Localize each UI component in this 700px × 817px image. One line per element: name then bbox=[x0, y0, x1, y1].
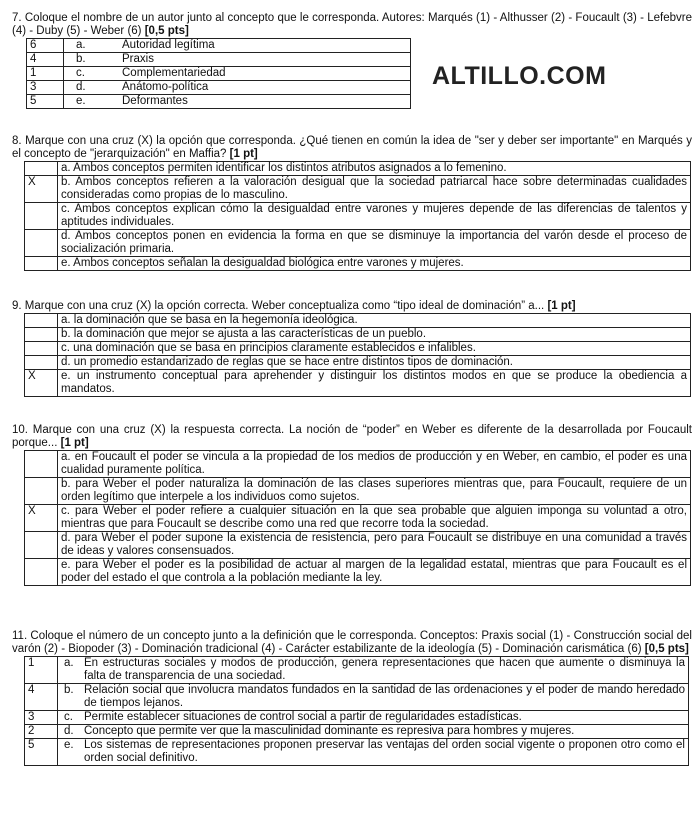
mark-cell: X bbox=[25, 505, 58, 532]
mark-cell bbox=[25, 342, 58, 356]
table-row bbox=[25, 342, 691, 356]
option-cell: d. Ambos conceptos ponen en evidencia la forma en que se disminuye la importancia del varón desde el proceso de socialización primaria. bbox=[58, 230, 691, 257]
answer-cell: 5 bbox=[25, 739, 58, 766]
table-row bbox=[25, 505, 691, 532]
concept-cell: Complementariedad bbox=[119, 67, 411, 81]
question-9-text: 9. Marque con una cruz (X) la opción correcta. Weber conceptualiza como “tipo ideal de dominación” a... [1 pt] bbox=[12, 300, 576, 312]
answer-cell: 3 bbox=[27, 81, 64, 95]
table-row bbox=[25, 657, 689, 684]
mark-cell bbox=[25, 314, 58, 328]
question-9-points: [1 pt] bbox=[547, 300, 576, 312]
option-cell: b. la dominación que mejor se ajusta a las características de un pueblo. bbox=[58, 328, 691, 342]
letter-cell: b. bbox=[64, 53, 120, 67]
definition-cell: Concepto que permite ver que la masculinidad dominante es represiva para hombres y mujeres. bbox=[81, 725, 689, 739]
option-cell: b. para Weber el poder naturaliza la dominación de las clases superiores mientras que, para Foucault, requiere de un orden legítimo que interpele a los individuos como sujetos. bbox=[58, 478, 691, 505]
letter-cell: b. bbox=[58, 684, 82, 711]
table-row bbox=[25, 314, 691, 328]
answer-cell: 5 bbox=[27, 95, 64, 109]
answer-cell: 6 bbox=[27, 39, 64, 53]
table-row bbox=[25, 532, 691, 559]
mark-cell: X bbox=[25, 176, 58, 203]
mark-cell bbox=[25, 328, 58, 342]
mark-cell bbox=[25, 162, 58, 176]
letter-cell: e. bbox=[58, 739, 82, 766]
question-7-text: 7. Coloque el nombre de un autor junto al concepto que le corresponda. Autores: Marqués (1) - Althusser (2) - Foucault (3) - Lefebvre (4) - Duby (5) - Weber (6) [0,5 pts] bbox=[12, 12, 692, 37]
watermark-logo: ALTILLO.COM bbox=[432, 62, 607, 90]
mark-cell: X bbox=[25, 370, 58, 397]
question-11-points: [0,5 pts] bbox=[644, 643, 689, 655]
question-8-table bbox=[24, 161, 691, 271]
answer-cell: 4 bbox=[25, 684, 58, 711]
table-row bbox=[25, 739, 689, 766]
letter-cell: d. bbox=[58, 725, 82, 739]
table-row bbox=[25, 711, 689, 725]
option-cell: c. para Weber el poder refiere a cualquier situación en la que sea probable que alguien imponga su voluntad a otro, mientras que para Foucault se describe como una red que recorre toda la sociedad. bbox=[58, 505, 691, 532]
definition-cell: En estructuras sociales y modos de producción, genera representaciones que hacen que aumente o disminuya la falta de transparencia de una sociedad. bbox=[81, 657, 689, 684]
letter-cell: a. bbox=[64, 39, 120, 53]
question-10-points: [1 pt] bbox=[60, 437, 89, 449]
question-10 bbox=[12, 424, 692, 586]
question-7-table bbox=[26, 38, 411, 109]
question-8 bbox=[12, 135, 692, 271]
table-row bbox=[27, 67, 411, 81]
concept-cell: Autoridad legítima bbox=[119, 39, 411, 53]
table-row bbox=[25, 370, 691, 397]
mark-cell bbox=[25, 478, 58, 505]
definition-cell: Los sistemas de representaciones proponen preservar las ventajas del orden social vigente o proponen otro como el orden social definitivo. bbox=[81, 739, 689, 766]
mark-cell bbox=[25, 451, 58, 478]
question-9-table bbox=[24, 313, 691, 397]
question-10-table bbox=[24, 450, 691, 586]
question-10-text: 10. Marque con una cruz (X) la respuesta correcta. La noción de “poder” en Weber es diferente de la desarrollada por Foucault porque... [1 pt] bbox=[12, 424, 692, 449]
answer-cell: 3 bbox=[25, 711, 58, 725]
mark-cell bbox=[25, 356, 58, 370]
option-cell: e. para Weber el poder es la posibilidad de actuar al margen de la legalidad estatal, mientras que para Foucault es el poder del estado el que controla a la población mediante la ley. bbox=[58, 559, 691, 586]
letter-cell: d. bbox=[64, 81, 120, 95]
question-11-text: 11. Coloque el número de un concepto junto a la definición que le corresponda. Conceptos: Praxis social (1) - Construcción social del varón (2) - Biopoder (3) - Dominación tradicional (4) - Carácter estabilizante de la ideología (5) - Dominación carismática (6) [0,5 pts] bbox=[12, 630, 692, 655]
answer-cell: 1 bbox=[25, 657, 58, 684]
table-row bbox=[25, 203, 691, 230]
table-row bbox=[25, 559, 691, 586]
table-row bbox=[25, 356, 691, 370]
option-cell: a. la dominación que se basa en la hegemonía ideológica. bbox=[58, 314, 691, 328]
option-cell: e. Ambos conceptos señalan la desigualdad biológica entre varones y mujeres. bbox=[58, 257, 691, 271]
table-row bbox=[27, 39, 411, 53]
table-row bbox=[25, 230, 691, 257]
mark-cell bbox=[25, 532, 58, 559]
definition-cell: Relación social que involucra mandatos fundados en la santidad de las ordenaciones y el poder de mando heredado de tiempos lejanos. bbox=[81, 684, 689, 711]
mark-cell bbox=[25, 230, 58, 257]
question-7-points: [0,5 pts] bbox=[144, 25, 189, 37]
concept-cell: Praxis bbox=[119, 53, 411, 67]
table-row bbox=[25, 478, 691, 505]
option-cell: d. para Weber el poder supone la existencia de resistencia, pero para Foucault se distribuye en una comunidad a través de ideas y valores consensuados. bbox=[58, 532, 691, 559]
table-row bbox=[25, 684, 689, 711]
question-9 bbox=[12, 300, 692, 397]
option-cell: a. Ambos conceptos permiten identificar los distintos atributos asignados a lo femenino. bbox=[58, 162, 691, 176]
mark-cell bbox=[25, 257, 58, 271]
option-cell: c. una dominación que se basa en principios claramente establecidos e infalibles. bbox=[58, 342, 691, 356]
concept-cell: Anátomo-política bbox=[119, 81, 411, 95]
table-row bbox=[25, 176, 691, 203]
answer-cell: 4 bbox=[27, 53, 64, 67]
letter-cell: c. bbox=[58, 711, 82, 725]
option-cell: c. Ambos conceptos explican cómo la desigualdad entre varones y mujeres depende de las diferencias de talentos y aptitudes individuales. bbox=[58, 203, 691, 230]
mark-cell bbox=[25, 559, 58, 586]
question-11-table bbox=[24, 656, 689, 766]
table-row bbox=[27, 81, 411, 95]
table-row bbox=[25, 725, 689, 739]
letter-cell: e. bbox=[64, 95, 120, 109]
table-row bbox=[25, 162, 691, 176]
table-row bbox=[27, 95, 411, 109]
option-cell: e. un instrumento conceptual para aprehender y distinguir los distintos modos en que se produce la obediencia a mandatos. bbox=[58, 370, 691, 397]
mark-cell bbox=[25, 203, 58, 230]
definition-cell: Permite establecer situaciones de control social a partir de regularidades estadísticas. bbox=[81, 711, 689, 725]
answer-cell: 1 bbox=[27, 67, 64, 81]
option-cell: b. Ambos conceptos refieren a la valoración desigual que la sociedad patriarcal hace sobre determinadas cualidades consideradas como propias de lo masculino. bbox=[58, 176, 691, 203]
question-8-points: [1 pt] bbox=[229, 148, 258, 160]
table-row bbox=[25, 257, 691, 271]
table-row bbox=[25, 451, 691, 478]
answer-cell: 2 bbox=[25, 725, 58, 739]
option-cell: a. en Foucault el poder se vincula a la propiedad de los medios de producción y en Weber, en cambio, el poder es una cualidad puramente política. bbox=[58, 451, 691, 478]
concept-cell: Deformantes bbox=[119, 95, 411, 109]
question-11 bbox=[12, 630, 692, 766]
question-7 bbox=[12, 12, 692, 109]
table-row bbox=[25, 328, 691, 342]
letter-cell: c. bbox=[64, 67, 120, 81]
letter-cell: a. bbox=[58, 657, 82, 684]
table-row bbox=[27, 53, 411, 67]
question-8-text: 8. Marque con una cruz (X) la opción que corresponda. ¿Qué tienen en común la idea de "ser y deber ser importante" en Marqués y el concepto de "jerarquización" en Maffia? [1 pt] bbox=[12, 135, 692, 160]
option-cell: d. un promedio estandarizado de reglas que se hace entre distintos tipos de dominación. bbox=[58, 356, 691, 370]
